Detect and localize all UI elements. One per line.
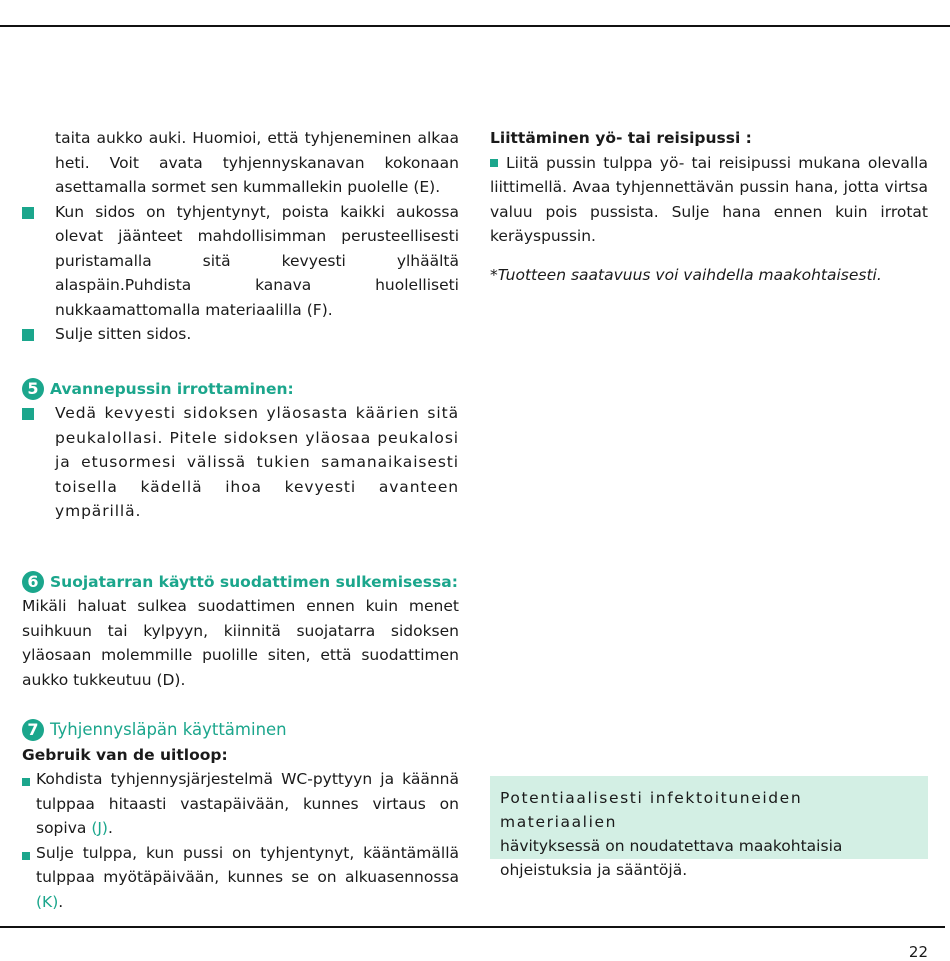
section-7-subtitle: Gebruik van de uitloop: [22, 745, 228, 764]
connection-heading: Liittäminen yö- tai reisipussi : [490, 129, 752, 147]
list-item [22, 767, 459, 841]
square-bullet-icon [490, 159, 498, 167]
number-6-icon: 6 [22, 571, 44, 593]
section-7-heading [22, 718, 459, 743]
square-bullet-icon [22, 852, 30, 860]
number-7-icon: 7 [22, 719, 44, 741]
left-column [22, 126, 459, 914]
list-item-text: Sulje sitten sidos. [55, 325, 192, 343]
list-item [490, 151, 928, 249]
list-item [22, 322, 459, 347]
note-line-rest: hävityksessä on noudatettava maakohtaisia ohjeistuksia ja sääntöjä. [500, 837, 843, 879]
section-5-heading [22, 377, 459, 402]
disposal-note-box [490, 776, 928, 879]
page-number: 22 [908, 943, 928, 961]
bottom-rule [0, 926, 945, 928]
section-6-heading [22, 570, 459, 595]
right-column [490, 126, 928, 287]
top-rule [0, 25, 950, 27]
list-item-text: Kohdista tyhjennysjärjestelmä WC-pyttyyn ja käännä tulppaa hitaasti vastapäivään, kunnes virtaus on sopiva [36, 770, 459, 837]
punctuation: . [58, 892, 64, 911]
figure-ref-k: (K) [36, 892, 59, 911]
section-title: Tyhjennysläpän käyttäminen [50, 720, 287, 739]
list-item [22, 401, 459, 524]
list-item [22, 841, 459, 915]
note-line-1: Potentiaalisesti infektoituneiden materiaalien [500, 789, 803, 831]
punctuation: . [107, 819, 113, 837]
list-item-text: Kun sidos on tyhjentynyt, poista kaikki aukossa olevat jäänteet mahdollisimman perusteellisesti puristamalla sitä kevyesti ylhäältä alaspäin.Puhdista kanava huolelliseti nukkaamattomalla materiaalilla (F). [55, 202, 459, 319]
availability-footnote: *Tuotteen saatavuus voi vaihdella maakohtaisesti. [490, 265, 882, 284]
section-title: Suojatarran käyttö suodattimen sulkemisessa: [50, 572, 458, 591]
square-bullet-icon [22, 329, 34, 341]
number-5-icon: 5 [22, 378, 44, 400]
continuation-paragraph: taita aukko auki. Huomioi, että tyhjeneminen alkaa heti. Voit avata tyhjennyskanavan kokonaan asettamalla sormet sen kummallekin puolelle (E). [55, 129, 459, 196]
square-bullet-icon [22, 408, 34, 420]
list-item-text: Liitä pussin tulppa yö- tai reisipussi mukana olevalla liittimellä. Avaa tyhjennettävän pussin hana, jotta virtsa valuu pois pussista. Sulje hana ennen kuin irrotat keräyspussin. [490, 153, 928, 245]
list-item-text: Vedä kevyesti sidoksen yläosasta käärien sitä peukalollasi. Pitele sidoksen yläosaa peukalosi ja etusormesi välissä tukien samanaikaisesti toisella kädellä ihoa kevyesti avanteen ympärillä. [55, 404, 459, 520]
section-6-body: Mikäli haluat sulkea suodattimen ennen kuin menet suihkuun tai kylpyyn, kiinnitä suojatarra sidoksen yläosaan molemmille puolille siten, että suodattimen aukko tukkeutuu (D). [22, 597, 459, 689]
figure-ref-j: (J) [91, 819, 108, 837]
list-item-text: Sulje tulppa, kun pussi on tyhjentynyt, kääntämällä tulppaa myötäpäivään, kunnes se on alkuasennossa [36, 843, 459, 886]
section-title: Avannepussin irrottaminen: [50, 379, 294, 398]
square-bullet-icon [22, 778, 30, 786]
square-bullet-icon [22, 207, 34, 219]
list-item [22, 200, 459, 323]
